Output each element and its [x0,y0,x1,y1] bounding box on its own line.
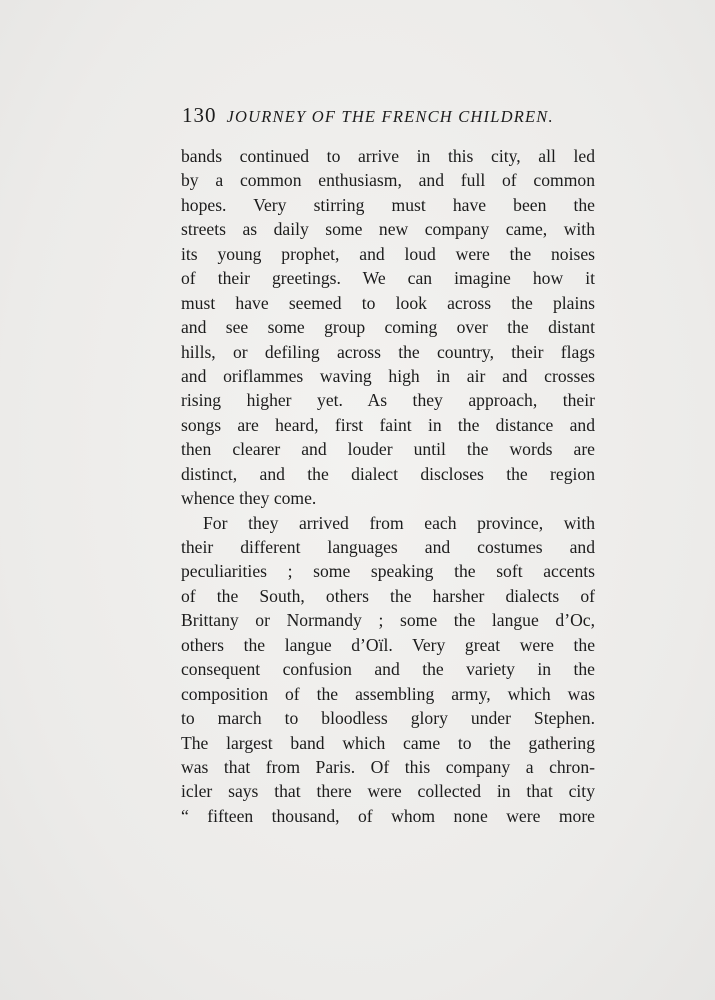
text-line: songs are heard, first faint in the distance and [181,414,595,435]
text-line: to march to bloodless glory under Stephen. [181,708,595,729]
text-line: composition of the assembling army, which was [181,683,595,704]
text-line: distinct, and the dialect discloses the region [181,463,595,484]
text-line: For they arrived from each province, with [203,512,595,533]
text-line: hopes. Very stirring must have been the [181,194,595,215]
text-line: of the South, others the harsher dialects of [181,585,595,606]
paragraph-1 [181,144,595,511]
text-line: rising higher yet. As they approach, their [181,390,595,411]
text-line: their different languages and costumes and [181,537,595,557]
text-line: and see some group coming over the distant [181,317,595,338]
text-line: was that from Paris. Of this company a chron- [181,756,595,777]
text-line: and oriflammes waving high in air and crosses [181,365,595,386]
text-line: its young prophet, and loud were the noises [181,243,595,264]
text-line: The largest band which came to the gathering [181,732,595,753]
text-line: bands continued to arrive in this city, all led [181,146,595,166]
text-line: whence they come. [181,488,317,509]
running-head [182,103,592,133]
text-line: streets as daily some new company came, with [181,219,595,240]
text-line: then clearer and louder until the words are [181,439,595,460]
text-line: consequent confusion and the variety in the [181,659,595,680]
running-title: JOURNEY OF THE FRENCH CHILDREN. [226,107,554,126]
text-line: must have seemed to look across the plains [181,292,595,313]
text-line: by a common enthusiasm, and full of common [181,170,595,191]
body-text [181,144,595,828]
text-line: hills, or defiling across the country, their flags [181,341,595,362]
text-line: others the langue d’Oïl. Very great were the [181,634,595,655]
page-number: 130 [182,103,217,127]
text-line: icler says that there were collected in that city [181,781,595,802]
text-line: “ fifteen thousand, of whom none were more [181,805,595,826]
text-line: of their greetings. We can imagine how it [181,268,595,289]
text-line: peculiarities ; some speaking the soft accents [181,561,595,582]
text-line: Brittany or Normandy ; some the langue d’Oc, [181,610,595,631]
paragraph-2 [181,511,595,829]
